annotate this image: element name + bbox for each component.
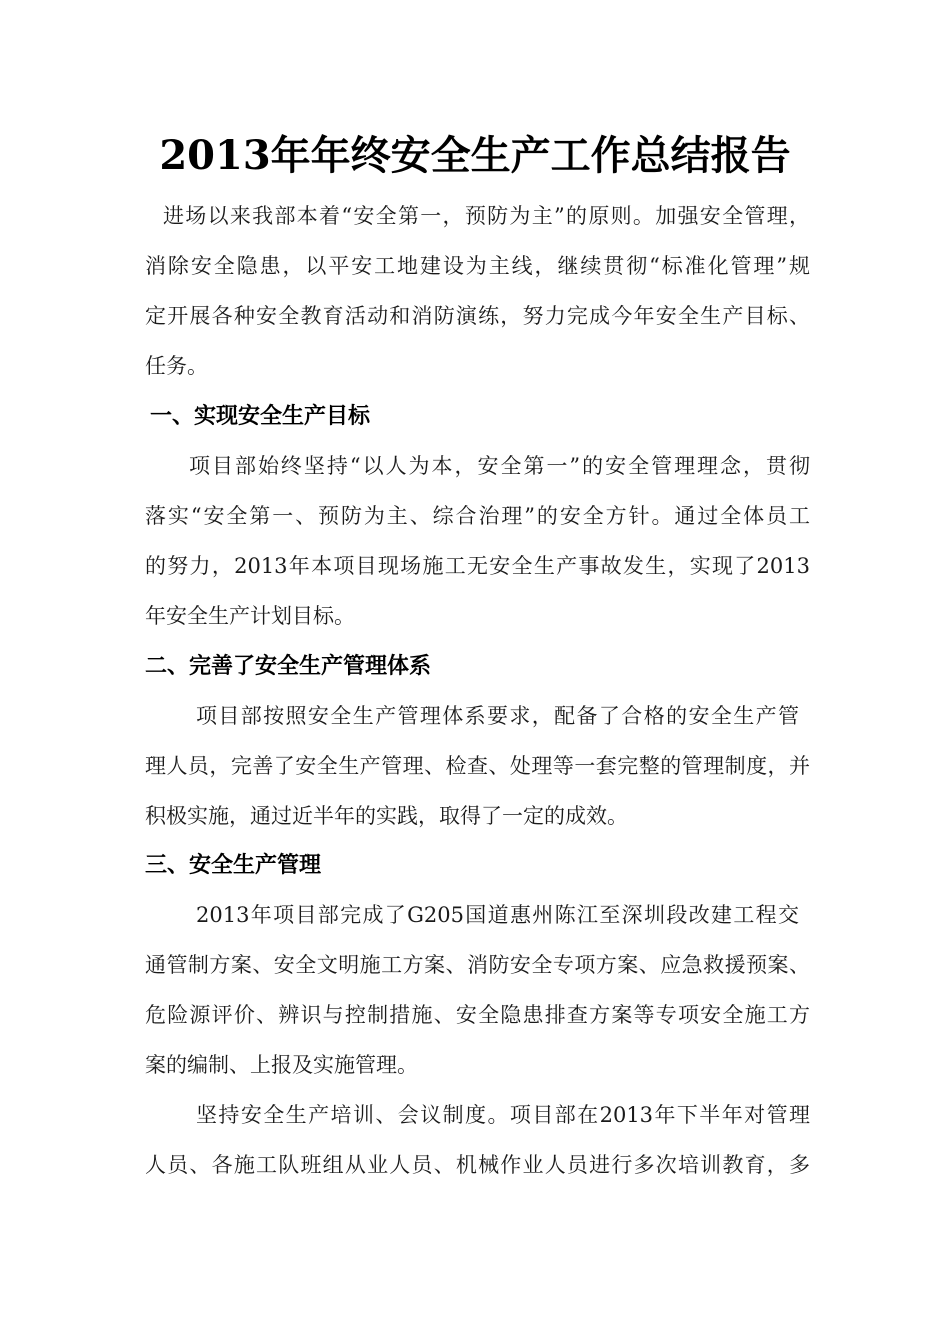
section-1-line-3: 的努力，2013年本项目现场施工无安全生产事故发生，实现了2013: [145, 554, 810, 578]
intro-line-2: 消除安全隐患，以平安工地建设为主线，继续贯彻“标准化管理”规: [145, 254, 810, 278]
section-2-line-3: 积极实施，通过近半年的实践，取得了一定的成效。: [145, 804, 628, 828]
section-3-para-1-line-4: 案的编制、上报及实施管理。: [145, 1053, 418, 1077]
section-3-para-1-line-3: 危险源评价、辨识与控制措施、安全隐患排查方案等专项安全施工方: [145, 1003, 810, 1027]
section-3-para-2-line-1: 坚持安全生产培训、会议制度。项目部在2013年下半年对管理: [196, 1103, 810, 1127]
section-3-para-1-line-1: 2013年项目部完成了G205国道惠州陈江至深圳段改建工程交: [196, 903, 799, 927]
section-2-line-2: 理人员，完善了安全生产管理、检查、处理等一套完整的管理制度，并: [145, 754, 810, 778]
intro-line-3: 定开展各种安全教育活动和消防演练，努力完成今年安全生产目标、: [145, 304, 810, 328]
section-heading-2: 二、完善了安全生产管理体系: [145, 653, 432, 679]
section-3-para-1-line-2: 通管制方案、安全文明施工方案、消防安全专项方案、应急救援预案、: [145, 953, 810, 977]
document-title: 2013年年终安全生产工作总结报告: [159, 132, 791, 179]
section-heading-1: 一、实现安全生产目标: [150, 403, 371, 429]
section-1-line-1: 项目部始终坚持“以人为本，安全第一”的安全管理理念，贯彻: [189, 454, 810, 478]
section-heading-3: 三、安全生产管理: [145, 852, 322, 878]
section-3-para-2-line-2: 人员、各施工队班组从业人员、机械作业人员进行多次培训教育，多: [145, 1153, 810, 1177]
intro-line-1: 进场以来我部本着“安全第一，预防为主”的原则。加强安全管理，: [163, 204, 810, 228]
section-1-line-4: 年安全生产计划目标。: [145, 604, 355, 628]
intro-line-4: 任务。: [145, 354, 208, 378]
section-1-line-2: 落实“安全第一、预防为主、综合治理”的安全方针。通过全体员工: [145, 504, 810, 528]
section-2-line-1: 项目部按照安全生产管理体系要求，配备了合格的安全生产管: [196, 704, 799, 728]
